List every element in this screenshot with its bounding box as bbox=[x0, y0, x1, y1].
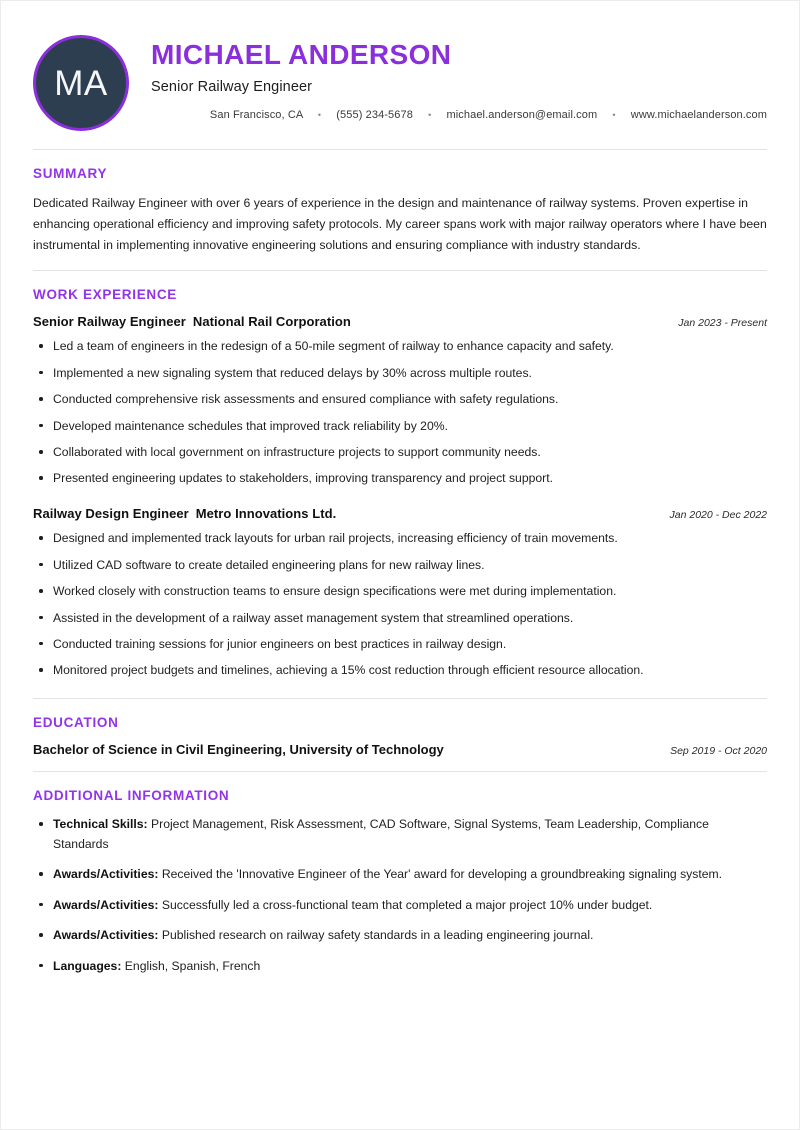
section-title-education: EDUCATION bbox=[33, 715, 119, 731]
info-label: Technical Skills: bbox=[53, 817, 148, 832]
job-title-company bbox=[33, 506, 336, 521]
list-item: Conducted comprehensive risk assessments and ensured compliance with safety regulations. bbox=[33, 390, 767, 409]
job-role: Railway Design Engineer bbox=[33, 506, 189, 522]
list-item bbox=[33, 957, 767, 977]
job-dates: Jan 2023 - Present bbox=[678, 317, 767, 330]
section-work-experience bbox=[33, 271, 767, 698]
contact-phone: (555) 234-5678 bbox=[336, 109, 413, 122]
job-bullet-list bbox=[33, 529, 767, 680]
list-item bbox=[33, 926, 767, 946]
education-degree: Bachelor of Science in Civil Engineering, University of Technology bbox=[33, 742, 444, 758]
list-item bbox=[33, 865, 767, 885]
contact-email[interactable]: michael.anderson@email.com bbox=[446, 109, 598, 122]
job-title-company bbox=[33, 314, 351, 329]
section-education bbox=[33, 699, 767, 771]
header-job-title: Senior Railway Engineer bbox=[151, 79, 313, 96]
list-item: Presented engineering updates to stakeholders, improving transparency and project support. bbox=[33, 469, 767, 488]
info-label: Awards/Activities: bbox=[53, 867, 159, 882]
list-item: Conducted training sessions for junior engineers on best practices in railway design. bbox=[33, 635, 767, 654]
contact-website[interactable]: www.michaelanderson.com bbox=[630, 109, 767, 122]
list-item: Collaborated with local government on infrastructure projects to support community needs. bbox=[33, 443, 767, 462]
section-title-additional-information: ADDITIONAL INFORMATION bbox=[33, 788, 230, 804]
job-role: Senior Railway Engineer bbox=[33, 314, 186, 330]
info-value: Successfully led a cross-functional team that completed a major project 10% under budget. bbox=[161, 897, 653, 912]
list-item: Monitored project budgets and timelines, achieving a 15% cost reduction through efficient resource allocation. bbox=[33, 661, 767, 680]
education-dates: Sep 2019 - Oct 2020 bbox=[670, 745, 767, 758]
section-additional-information bbox=[33, 772, 767, 990]
info-value: English, Spanish, French bbox=[124, 958, 261, 973]
job-company: National Rail Corporation bbox=[192, 314, 351, 330]
job-dates: Jan 2020 - Dec 2022 bbox=[669, 509, 767, 522]
info-value: Published research on railway safety standards in a leading engineering journal. bbox=[161, 928, 594, 943]
header-text-block bbox=[151, 33, 767, 121]
contact-line bbox=[151, 109, 767, 121]
list-item bbox=[33, 896, 767, 916]
list-item: Led a team of engineers in the redesign of a 50-mile segment of railway to enhance capacity and safety. bbox=[33, 337, 767, 356]
avatar-initials: MA bbox=[54, 63, 108, 103]
section-title-work-experience: WORK EXPERIENCE bbox=[33, 287, 178, 303]
list-item: Developed maintenance schedules that improved track reliability by 20%. bbox=[33, 417, 767, 436]
contact-location: San Francisco, CA bbox=[209, 109, 303, 122]
list-item: Designed and implemented track layouts for urban rail projects, increasing efficiency of train movements. bbox=[33, 529, 767, 548]
job-entry bbox=[33, 506, 767, 680]
job-bullet-list bbox=[33, 337, 767, 488]
resume-header bbox=[33, 33, 767, 149]
section-summary bbox=[33, 150, 767, 270]
info-label: Awards/Activities: bbox=[53, 897, 159, 912]
list-item: Worked closely with construction teams to ensure design specifications were met during implementation. bbox=[33, 582, 767, 601]
page-title: MICHAEL ANDERSON bbox=[151, 39, 452, 70]
info-value: Received the 'Innovative Engineer of the Year' award for developing a groundbreaking signaling system. bbox=[161, 867, 723, 882]
info-label: Languages: bbox=[53, 958, 122, 973]
job-header bbox=[33, 506, 767, 521]
job-entry bbox=[33, 314, 767, 488]
list-item: Assisted in the development of a railway asset management system that streamlined operations. bbox=[33, 609, 767, 628]
summary-text: Dedicated Railway Engineer with over 6 years of experience in the design and maintenance of railway systems. Proven expertise in enhancing operational efficiency and improving safety protocols. My career spans work with major railway operators where I have been instrumental in implementing innovative engineering solutions and ensuring compliance with industry standards. bbox=[33, 196, 767, 253]
info-label: Awards/Activities: bbox=[53, 928, 159, 943]
job-header bbox=[33, 314, 767, 329]
avatar bbox=[33, 35, 129, 131]
additional-info-list bbox=[33, 815, 767, 976]
section-title-summary: SUMMARY bbox=[33, 166, 108, 181]
list-item: Implemented a new signaling system that reduced delays by 30% across multiple routes. bbox=[33, 364, 767, 383]
contact-separator-icon: • bbox=[612, 110, 616, 121]
contact-separator-icon: • bbox=[428, 110, 432, 121]
contact-separator-icon: • bbox=[317, 110, 322, 121]
education-entry bbox=[33, 742, 767, 757]
job-company: Metro Innovations Ltd. bbox=[195, 506, 337, 522]
list-item: Utilized CAD software to create detailed engineering plans for new railway lines. bbox=[33, 556, 767, 575]
info-value: Project Management, Risk Assessment, CAD Software, Signal Systems, Team Leadership, Compliance Standards bbox=[53, 817, 709, 851]
list-item bbox=[33, 815, 767, 854]
